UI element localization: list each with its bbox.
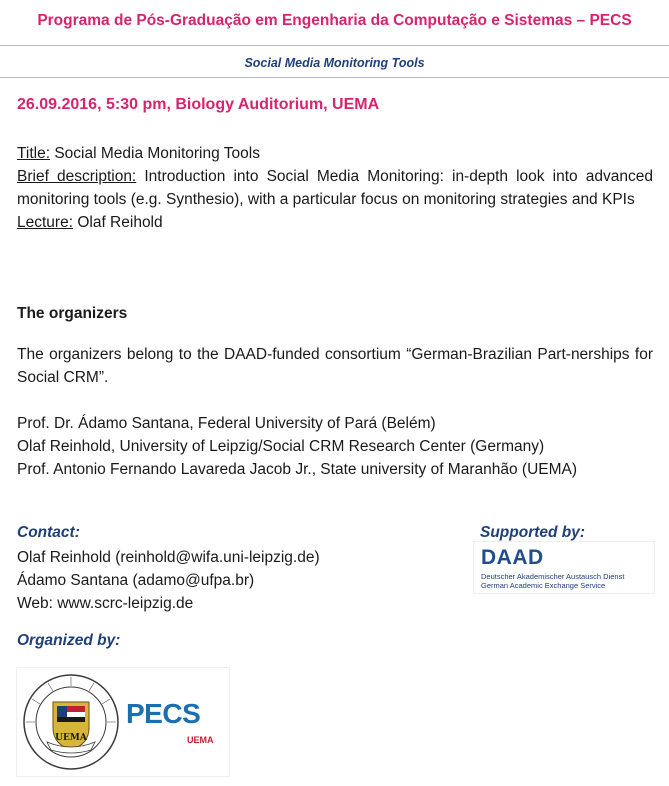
title-value: Social Media Monitoring Tools <box>54 145 260 162</box>
organizers-list <box>17 412 653 481</box>
lecture-label: Lecture: <box>17 214 74 231</box>
pecs-wordmark: PECS <box>126 698 201 729</box>
daad-wordmark: DAAD <box>481 546 544 569</box>
svg-text:UEMA: UEMA <box>55 733 87 743</box>
pecs-subtitle: UEMA <box>187 735 214 745</box>
organizer-logos <box>17 668 229 776</box>
description-label: Brief description: <box>17 168 137 185</box>
organizer-item: Prof. Dr. Ádamo Santana, Federal University of Pará (Belém) <box>17 415 436 432</box>
description-row <box>17 165 653 211</box>
organizers-intro: The organizers belong to the DAAD-funded consortium “German-Brazilian Part-nerships for Social CRM”. <box>17 346 653 386</box>
supported-by-heading: Supported by: <box>480 524 586 541</box>
contact-line-website: Web: www.scrc-leipzig.de <box>17 595 194 612</box>
contact-line-email-reinhold: Olaf Reinhold (reinhold@wifa.uni-leipzig.de) <box>17 549 320 566</box>
lecture-value: Olaf Reihold <box>77 214 163 231</box>
event-subtitle: Social Media Monitoring Tools <box>244 56 425 70</box>
event-date-time-place: 26.09.2016, 5:30 pm, Biology Auditorium, UEMA <box>17 96 380 113</box>
organizer-item: Olaf Reinhold, University of Leipzig/Social CRM Research Center (Germany) <box>17 438 545 455</box>
uema-seal-icon <box>21 672 121 772</box>
daad-line-english: German Academic Exchange Service <box>481 581 606 590</box>
header-divider-bottom <box>0 77 669 78</box>
title-label: Title: <box>17 145 51 162</box>
contact-heading: Contact: <box>17 524 80 541</box>
organized-by-heading: Organized by: <box>17 632 121 649</box>
organizers-heading: The organizers <box>17 305 128 322</box>
daad-logo <box>474 542 654 593</box>
header-divider-top <box>0 45 669 46</box>
organizer-item: Prof. Antonio Fernando Lavareda Jacob Jr., State university of Maranhão (UEMA) <box>17 461 578 478</box>
title-row <box>17 142 653 165</box>
program-title: Programa de Pós-Graduação em Engenharia da Computação e Sistemas – PECS <box>37 12 632 29</box>
contact-line-email-santana: Ádamo Santana (adamo@ufpa.br) <box>17 572 255 589</box>
event-details <box>17 142 653 234</box>
contact-list <box>17 546 457 615</box>
lecture-row <box>17 211 653 234</box>
description-value: Introduction into Social Media Monitoring: in-depth look into advanced monitoring tools (e.g. Synthesio), with a particular focus on monitoring strategies and KPIs <box>17 168 653 208</box>
daad-line-german: Deutscher Akademischer Austausch Dienst <box>481 572 625 581</box>
